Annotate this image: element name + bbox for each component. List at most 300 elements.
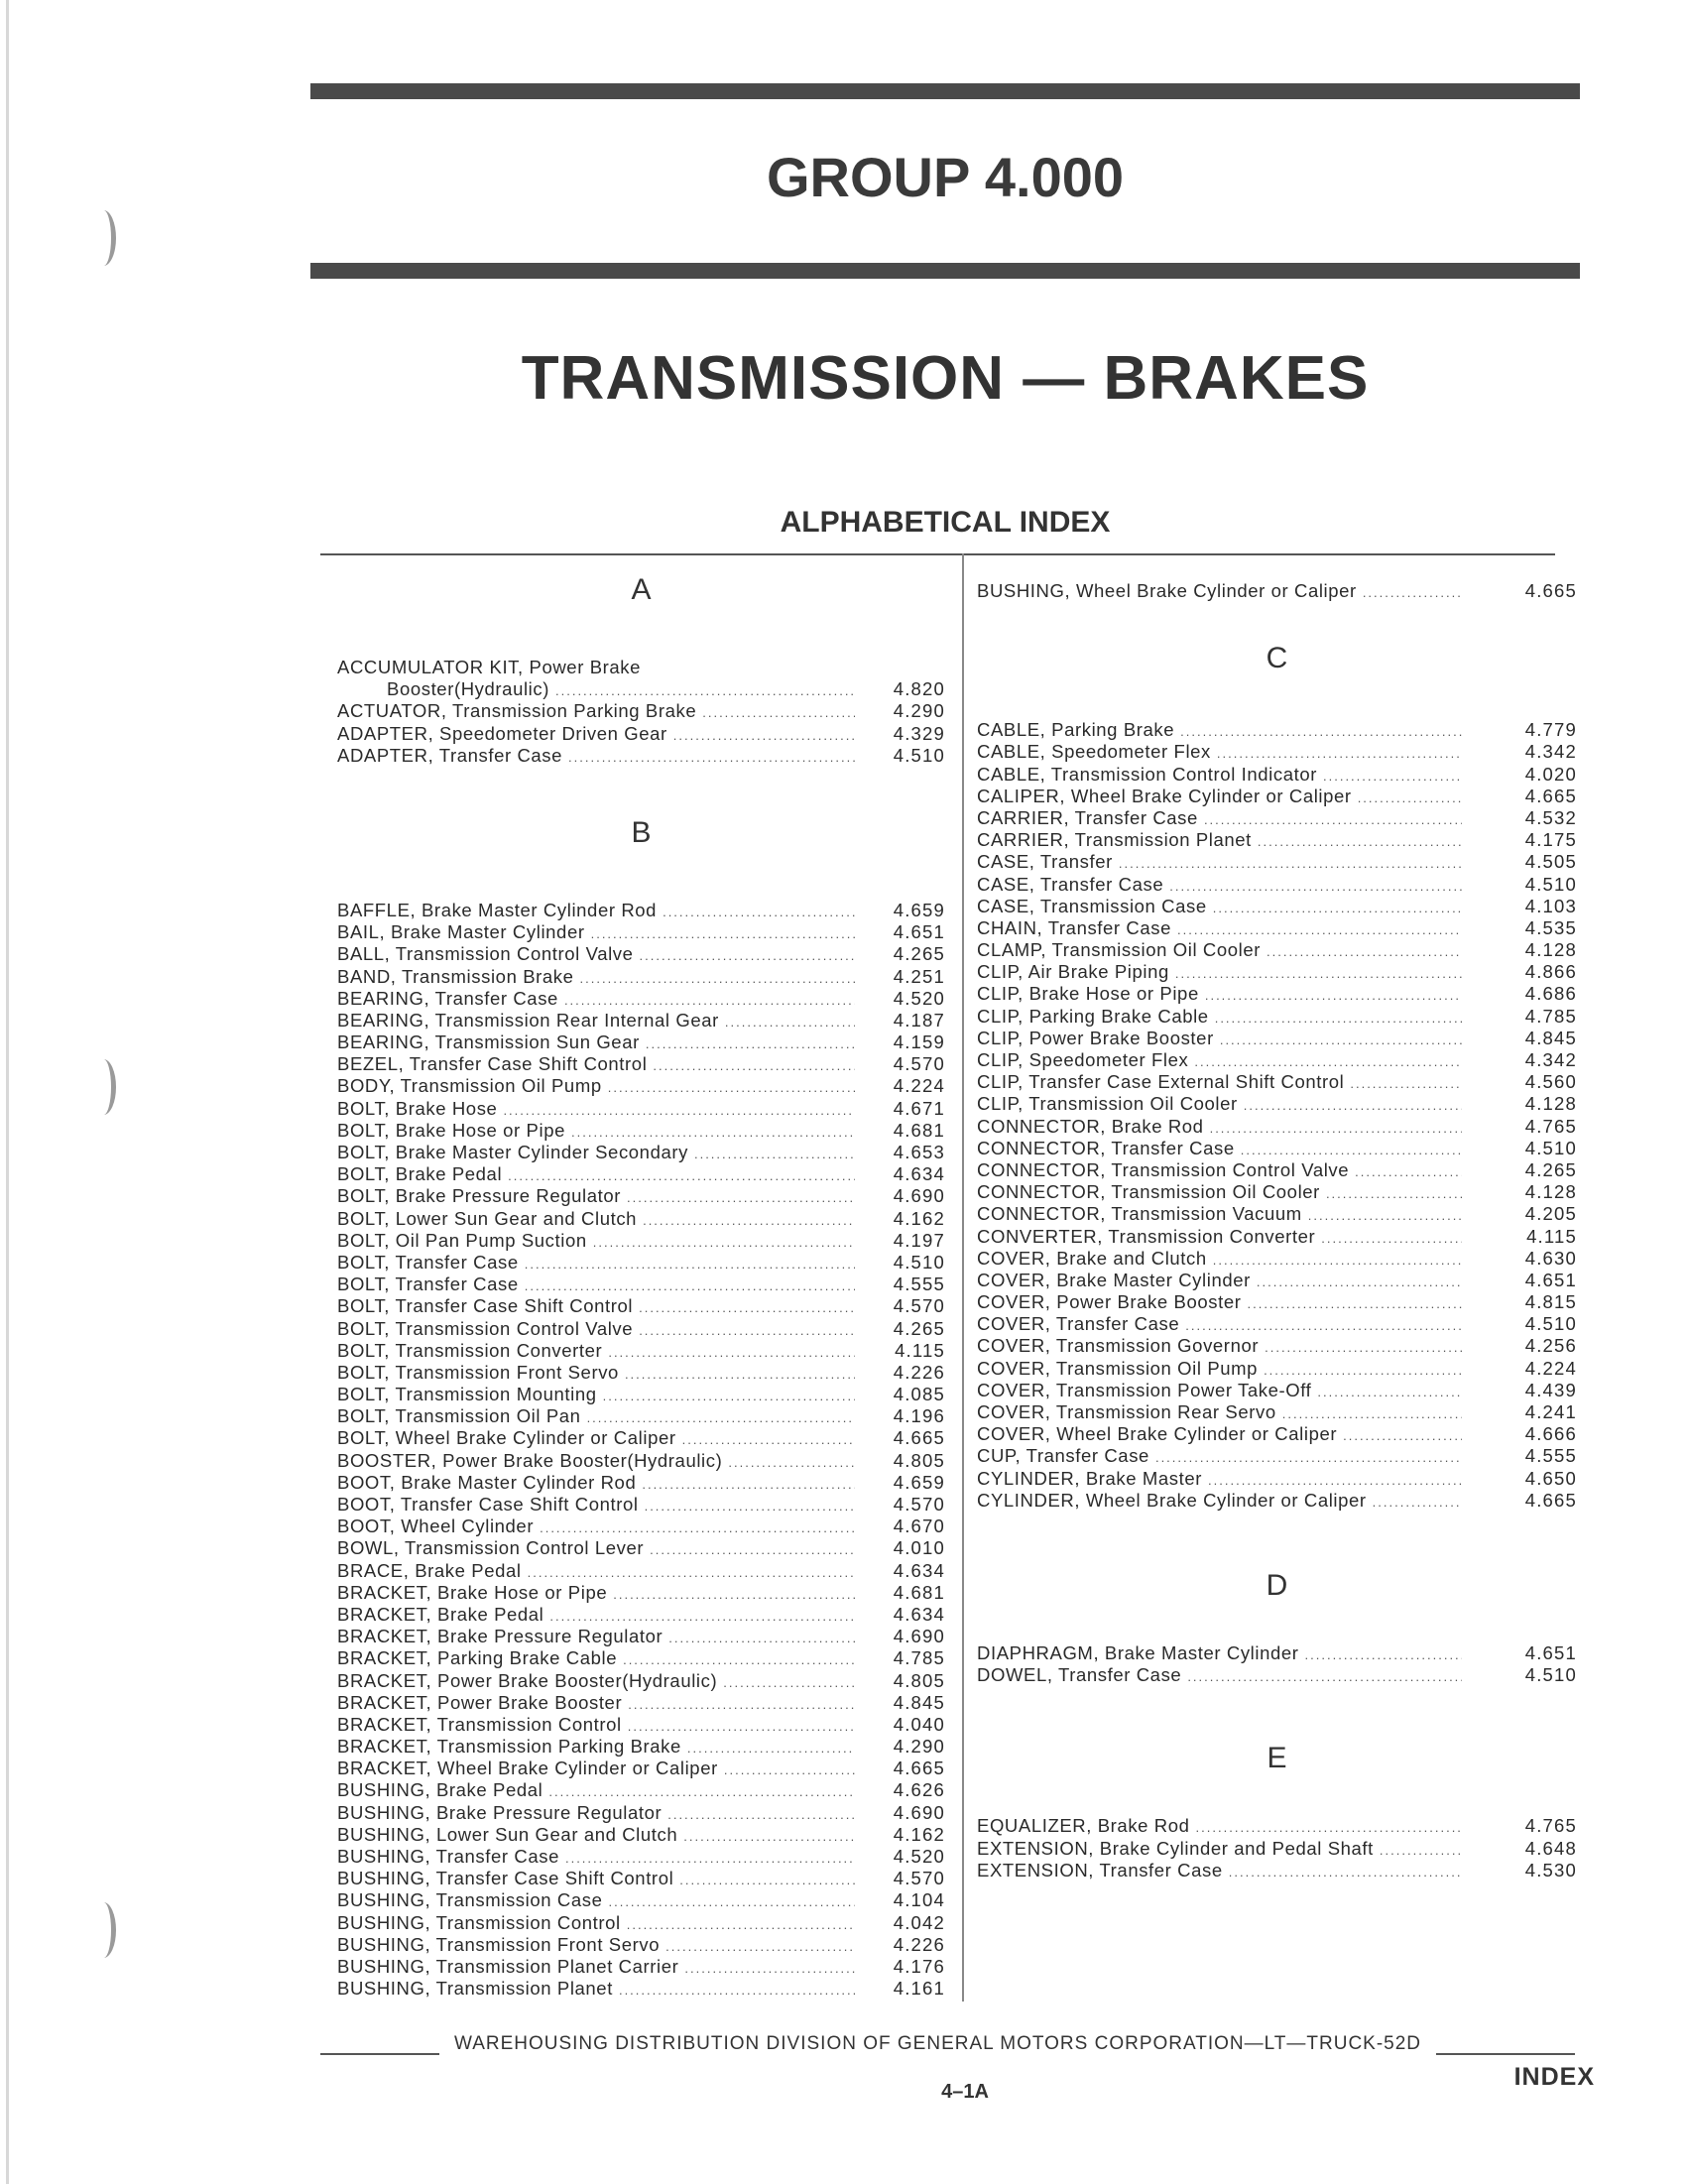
index-entry <box>337 1163 945 1185</box>
entry-name: BRACKET, Brake Pedal <box>337 1603 544 1625</box>
index-entry <box>337 1252 945 1274</box>
leader-dots <box>1264 1360 1462 1382</box>
entry-page-ref: 4.439 <box>1524 1379 1577 1400</box>
index-entry <box>337 1956 945 1978</box>
leader-dots <box>503 1100 855 1122</box>
index-entry <box>977 896 1577 917</box>
index-entry <box>977 1313 1577 1335</box>
entry-name: BUSHING, Transfer Case <box>337 1846 559 1867</box>
section-letter: E <box>1267 1742 1287 1775</box>
leader-dots <box>540 1517 855 1539</box>
index-entry <box>337 1318 945 1340</box>
leader-dots <box>1155 1447 1462 1469</box>
entry-page-ref: 4.128 <box>1524 939 1577 961</box>
leader-dots <box>508 1165 855 1187</box>
leader-dots <box>663 902 855 923</box>
entry-name-continued: Booster(Hydraulic) <box>387 678 549 700</box>
entry-page-ref: 4.659 <box>893 1471 945 1493</box>
entry-page-ref: 4.690 <box>893 1185 945 1207</box>
entry-name: CONNECTOR, Transmission Oil Cooler <box>977 1181 1320 1203</box>
index-entry <box>977 1138 1577 1159</box>
entry-name: BRACKET, Parking Brake Cable <box>337 1647 618 1669</box>
leader-dots <box>1175 963 1462 985</box>
entry-name: BOOT, Brake Master Cylinder Rod <box>337 1471 637 1493</box>
leader-dots <box>643 1210 855 1232</box>
entry-name: CLIP, Air Brake Piping <box>977 961 1169 983</box>
leader-dots <box>1217 743 1462 765</box>
page-edge <box>6 0 9 2184</box>
index-entry <box>977 1006 1577 1028</box>
entry-name: BEARING, Transmission Rear Internal Gear <box>337 1009 719 1031</box>
entry-name: COVER, Transmission Power Take-Off <box>977 1379 1312 1400</box>
index-entry <box>977 1270 1577 1291</box>
entry-page-ref: 4.530 <box>1524 1859 1577 1881</box>
entry-name: BOLT, Transmission Front Servo <box>337 1361 619 1383</box>
entry-name: CABLE, Speedometer Flex <box>977 741 1211 763</box>
index-entry <box>337 1098 945 1120</box>
index-entry <box>337 700 945 722</box>
index-entry <box>977 1815 1577 1837</box>
leader-dots <box>1241 1140 1462 1161</box>
entry-page-ref: 4.128 <box>1524 1093 1577 1115</box>
leader-dots <box>525 1254 855 1275</box>
entry-page-ref: 4.159 <box>893 1031 945 1053</box>
index-entry <box>337 1472 945 1494</box>
entry-name: BOOSTER, Power Brake Booster(Hydraulic) <box>337 1449 723 1471</box>
entry-page-ref: 4.103 <box>1524 895 1577 916</box>
entry-name: BOWL, Transmission Control Lever <box>337 1537 645 1559</box>
entry-name: BOLT, Transmission Oil Pan <box>337 1405 581 1427</box>
footer-text: WAREHOUSING DISTRIBUTION DIVISION OF GENERAL MOTORS CORPORATION—LT—TRUCK-52D <box>453 2033 1422 2054</box>
leader-dots <box>1247 1293 1462 1315</box>
leader-dots <box>608 1077 855 1099</box>
leader-dots <box>679 1870 855 1891</box>
leader-dots <box>1257 1272 1462 1293</box>
index-entry <box>977 1380 1577 1401</box>
leader-dots <box>591 923 855 945</box>
index-entry-continuation <box>337 678 945 700</box>
entry-page-ref: 4.820 <box>893 678 945 700</box>
entry-name: BUSHING, Transmission Case <box>337 1889 603 1911</box>
index-entry <box>337 988 945 1010</box>
entry-page-ref: 4.659 <box>893 899 945 920</box>
entry-page-ref: 4.653 <box>893 1142 945 1162</box>
leader-dots <box>1326 1183 1462 1205</box>
leader-dots <box>1363 582 1462 604</box>
index-entry <box>977 1203 1577 1225</box>
leader-dots <box>548 1781 855 1803</box>
entry-name: BUSHING, Lower Sun Gear and Clutch <box>337 1823 678 1845</box>
leader-dots <box>1204 809 1462 831</box>
leader-dots <box>1215 1008 1462 1030</box>
index-entry <box>977 1248 1577 1270</box>
footer-rule-right <box>1436 2053 1575 2055</box>
leader-dots <box>1355 1161 1462 1183</box>
entry-page-ref: 4.665 <box>893 1758 945 1779</box>
entry-name: CLIP, Brake Hose or Pipe <box>977 983 1199 1005</box>
entry-name: BEARING, Transfer Case <box>337 987 558 1009</box>
entry-page-ref: 4.670 <box>893 1516 945 1537</box>
entry-name: BRACKET, Transmission Control <box>337 1713 622 1735</box>
entry-page-ref: 4.671 <box>893 1097 945 1119</box>
entry-page-ref: 4.205 <box>1524 1203 1577 1225</box>
entry-name: BOLT, Brake Master Cylinder Secondary <box>337 1142 688 1162</box>
index-entry <box>337 1230 945 1252</box>
leader-dots <box>565 1848 855 1870</box>
entry-name: CASE, Transmission Case <box>977 895 1207 916</box>
index-entry <box>977 1664 1577 1686</box>
index-entry <box>977 1358 1577 1380</box>
leader-dots <box>627 1914 855 1936</box>
index-entry <box>337 1450 945 1472</box>
leader-dots <box>1321 1228 1462 1250</box>
index-entry <box>977 1838 1577 1860</box>
leader-dots <box>673 725 855 747</box>
entry-page-ref: 4.570 <box>893 1868 945 1889</box>
index-entry <box>977 1642 1577 1664</box>
leader-dots <box>683 1826 855 1848</box>
index-column-right <box>977 580 1577 1881</box>
entry-name: BOLT, Transfer Case <box>337 1251 519 1273</box>
entry-page-ref: 4.115 <box>1526 1225 1577 1247</box>
leader-dots <box>619 1980 855 2002</box>
entry-name: COVER, Power Brake Booster <box>977 1291 1242 1313</box>
entry-page-ref: 4.226 <box>893 1933 945 1955</box>
leader-dots <box>625 1364 855 1386</box>
entry-page-ref: 4.128 <box>1524 1181 1577 1203</box>
entry-page-ref: 4.785 <box>1524 1005 1577 1027</box>
index-column-left <box>337 573 945 2000</box>
entry-page-ref: 4.648 <box>1524 1837 1577 1859</box>
entry-page-ref: 4.626 <box>893 1779 945 1801</box>
entry-page-ref: 4.690 <box>893 1801 945 1823</box>
entry-name: BAFFLE, Brake Master Cylinder Rod <box>337 899 658 920</box>
index-entry <box>337 723 945 745</box>
entry-name: CLAMP, Transmission Oil Cooler <box>977 939 1261 961</box>
leader-dots <box>682 1429 855 1451</box>
entry-page-ref: 4.785 <box>893 1647 945 1669</box>
leader-dots <box>646 1033 855 1055</box>
leader-dots <box>1169 876 1462 898</box>
entry-page-ref: 4.665 <box>1524 1489 1577 1511</box>
entry-name: BUSHING, Transmission Control <box>337 1911 621 1933</box>
entry-name: BOLT, Transfer Case <box>337 1274 519 1295</box>
entry-name: BOLT, Transmission Converter <box>337 1339 603 1361</box>
leader-dots <box>1208 1470 1462 1492</box>
entry-page-ref: 4.520 <box>893 1846 945 1867</box>
entry-page-ref: 4.176 <box>893 1955 945 1977</box>
index-entry <box>337 1053 945 1075</box>
leader-dots <box>1213 1250 1462 1272</box>
footer-rule-left <box>320 2053 439 2055</box>
leader-dots <box>1194 1051 1462 1073</box>
index-entry <box>337 1185 945 1207</box>
index-entry <box>337 1802 945 1824</box>
leader-dots <box>608 1342 855 1364</box>
entry-page-ref: 4.187 <box>893 1009 945 1031</box>
index-entry <box>337 900 945 921</box>
entry-page-ref: 4.666 <box>1524 1423 1577 1445</box>
index-entry <box>337 1120 945 1142</box>
index-entry <box>977 1335 1577 1357</box>
entry-name: CONNECTOR, Transmission Control Valve <box>977 1158 1350 1180</box>
entry-name: COVER, Transmission Governor <box>977 1335 1260 1357</box>
entry-name: BUSHING, Transfer Case Shift Control <box>337 1868 674 1889</box>
leader-dots <box>1343 1425 1462 1447</box>
leader-dots <box>668 1628 855 1649</box>
leader-dots <box>639 1297 855 1319</box>
index-entry <box>337 1779 945 1801</box>
leader-dots <box>608 1891 855 1913</box>
index-entry <box>977 786 1577 807</box>
index-entry <box>977 851 1577 873</box>
index-entry <box>337 1692 945 1714</box>
entry-name: COVER, Transmission Rear Servo <box>977 1401 1276 1422</box>
leader-dots <box>571 1122 855 1144</box>
leader-dots <box>725 1012 855 1033</box>
entry-page-ref: 4.241 <box>1524 1401 1577 1422</box>
index-entry <box>337 1604 945 1626</box>
section-letter: B <box>631 815 652 849</box>
entry-name: CALIPER, Wheel Brake Cylinder or Caliper <box>977 785 1352 806</box>
index-entry <box>337 657 945 678</box>
entry-name: ACTUATOR, Transmission Parking Brake <box>337 700 697 722</box>
index-entry <box>337 1274 945 1295</box>
entry-page-ref: 4.779 <box>1524 719 1577 741</box>
entry-name: BOLT, Brake Hose <box>337 1097 498 1119</box>
entry-page-ref: 4.256 <box>1524 1335 1577 1357</box>
entry-name: ADAPTER, Transfer Case <box>337 744 563 766</box>
entry-name: CUP, Transfer Case <box>977 1445 1149 1467</box>
leader-dots <box>613 1584 855 1606</box>
entry-page-ref: 4.042 <box>893 1911 945 1933</box>
entry-page-ref: 4.665 <box>1524 785 1577 806</box>
leader-dots <box>1213 898 1462 919</box>
leader-dots <box>1196 1817 1462 1839</box>
entry-page-ref: 4.845 <box>1524 1027 1577 1048</box>
entry-name: BOLT, Wheel Brake Cylinder or Caliper <box>337 1427 676 1449</box>
entry-page-ref: 4.560 <box>1524 1071 1577 1093</box>
index-entry <box>977 1401 1577 1423</box>
entry-page-ref: 4.765 <box>1524 1115 1577 1137</box>
index-entry <box>337 1647 945 1669</box>
entry-name: BUSHING, Brake Pedal <box>337 1779 543 1801</box>
entry-page-ref: 4.265 <box>1524 1158 1577 1180</box>
leader-dots <box>580 968 855 990</box>
entry-page-ref: 4.634 <box>893 1603 945 1625</box>
entry-page-ref: 4.265 <box>893 943 945 965</box>
index-entry <box>977 961 1577 983</box>
entry-page-ref: 4.251 <box>893 965 945 987</box>
entry-page-ref: 4.505 <box>1524 851 1577 873</box>
entry-name: CYLINDER, Brake Master <box>977 1467 1203 1489</box>
index-entry <box>337 1384 945 1405</box>
entry-name: BAND, Transmission Brake <box>337 965 574 987</box>
index-entry <box>337 943 945 965</box>
entry-name: BALL, Transmission Control Valve <box>337 943 634 965</box>
leader-dots <box>628 1694 855 1716</box>
entry-page-ref: 4.162 <box>893 1207 945 1229</box>
entry-page-ref: 4.510 <box>893 1251 945 1273</box>
leader-dots <box>1323 766 1462 788</box>
entry-page-ref: 4.040 <box>893 1713 945 1735</box>
entry-name: BOLT, Brake Pedal <box>337 1163 503 1185</box>
entry-name: ACCUMULATOR KIT, Power Brake <box>337 657 642 677</box>
entry-name: BRACKET, Transmission Parking Brake <box>337 1736 681 1758</box>
entry-name: DOWEL, Transfer Case <box>977 1664 1182 1686</box>
entry-name: BRACKET, Brake Hose or Pipe <box>337 1581 608 1603</box>
leader-dots <box>549 1606 855 1628</box>
entry-page-ref: 4.175 <box>1524 829 1577 851</box>
index-entry <box>337 1295 945 1317</box>
entry-page-ref: 4.342 <box>1524 1049 1577 1070</box>
leader-dots <box>1358 788 1462 809</box>
entry-name: CLIP, Transfer Case External Shift Control <box>977 1071 1345 1093</box>
entry-page-ref: 4.535 <box>1524 916 1577 938</box>
entry-page-ref: 4.197 <box>893 1229 945 1251</box>
index-rule <box>320 553 1555 555</box>
entry-page-ref: 4.805 <box>893 1449 945 1471</box>
entry-page-ref: 4.650 <box>1524 1467 1577 1489</box>
entry-name: CASE, Transfer Case <box>977 873 1164 895</box>
section-letter: D <box>1266 1568 1288 1602</box>
leader-dots <box>1180 721 1462 743</box>
binder-hole-mark <box>91 1059 116 1115</box>
leader-dots <box>525 1275 855 1297</box>
leader-dots <box>1380 1840 1462 1862</box>
index-entry <box>977 1423 1577 1445</box>
column-divider <box>962 553 964 2002</box>
entry-page-ref: 4.555 <box>1524 1445 1577 1467</box>
leader-dots <box>1317 1382 1462 1403</box>
entry-name: BUSHING, Transmission Front Servo <box>337 1933 661 1955</box>
entry-name: CABLE, Parking Brake <box>977 719 1175 741</box>
entry-name: EXTENSION, Brake Cylinder and Pedal Shaft <box>977 1837 1374 1859</box>
leader-dots <box>627 1187 855 1209</box>
entry-name: BOLT, Transmission Mounting <box>337 1384 597 1405</box>
entry-page-ref: 4.681 <box>893 1119 945 1141</box>
entry-page-ref: 4.290 <box>893 700 945 722</box>
entry-page-ref: 4.651 <box>1524 1269 1577 1290</box>
entry-name: BAIL, Brake Master Cylinder <box>337 921 585 943</box>
index-entry <box>977 719 1577 741</box>
header-rule-top <box>310 83 1580 99</box>
leader-dots <box>603 1386 855 1407</box>
index-entry <box>337 1516 945 1537</box>
section-letter: C <box>1266 642 1288 675</box>
leader-dots <box>564 990 855 1012</box>
leader-dots <box>593 1232 855 1254</box>
entry-page-ref: 4.290 <box>893 1736 945 1758</box>
entry-name: BEZEL, Transfer Case Shift Control <box>337 1053 648 1075</box>
entry-name: COVER, Brake Master Cylinder <box>977 1269 1251 1290</box>
leader-dots <box>1205 985 1462 1007</box>
binder-hole-mark <box>91 1902 116 1958</box>
group-title: GROUP 4.000 <box>766 146 1125 208</box>
entry-page-ref: 4.265 <box>893 1317 945 1339</box>
index-entry <box>337 1208 945 1230</box>
leader-dots <box>568 747 855 769</box>
entry-name: CHAIN, Transfer Case <box>977 916 1172 938</box>
index-entry <box>337 745 945 767</box>
index-entry <box>977 580 1577 602</box>
leader-dots <box>1187 1666 1462 1688</box>
entry-name: COVER, Brake and Clutch <box>977 1247 1207 1269</box>
leader-dots <box>723 1672 855 1694</box>
main-title: TRANSMISSION — BRAKES <box>521 344 1370 413</box>
index-entry <box>977 829 1577 851</box>
index-entry <box>977 1860 1577 1881</box>
entry-name: DIAPHRAGM, Brake Master Cylinder <box>977 1641 1299 1663</box>
index-entry <box>337 1912 945 1934</box>
index-entry <box>337 1142 945 1163</box>
leader-dots <box>1282 1403 1462 1425</box>
entry-name: CABLE, Transmission Control Indicator <box>977 763 1317 785</box>
entry-name: CASE, Transfer <box>977 851 1113 873</box>
entry-name: BRACKET, Power Brake Booster(Hydraulic) <box>337 1669 718 1691</box>
entry-name: CARRIER, Transfer Case <box>977 806 1198 828</box>
leader-dots <box>724 1759 855 1781</box>
page-number: 4–1A <box>941 2081 989 2103</box>
index-entry <box>337 1560 945 1582</box>
entry-name: COVER, Transfer Case <box>977 1313 1180 1335</box>
entry-name: CONNECTOR, Transmission Vacuum <box>977 1203 1302 1225</box>
entry-name: ADAPTER, Speedometer Driven Gear <box>337 722 667 744</box>
index-entry <box>337 1670 945 1692</box>
index-entry <box>337 1031 945 1053</box>
entry-list <box>337 900 945 2000</box>
leader-dots <box>1258 831 1462 853</box>
index-entry <box>337 1075 945 1097</box>
index-entry <box>337 1494 945 1516</box>
index-entry <box>977 1468 1577 1490</box>
leader-dots <box>687 1738 855 1759</box>
index-entry <box>977 1028 1577 1049</box>
entry-page-ref: 4.162 <box>893 1823 945 1845</box>
index-entry <box>337 1824 945 1846</box>
leader-dots <box>642 1474 855 1496</box>
index-entry <box>337 1427 945 1449</box>
entry-page-ref: 4.815 <box>1524 1291 1577 1313</box>
index-entry <box>337 1714 945 1736</box>
index-entry <box>977 1490 1577 1512</box>
leader-dots <box>1267 941 1462 963</box>
leader-dots <box>667 1804 855 1826</box>
entry-name: BUSHING, Wheel Brake Cylinder or Caliper <box>977 580 1357 601</box>
entry-page-ref: 4.085 <box>893 1384 945 1405</box>
entry-page-ref: 4.570 <box>893 1053 945 1075</box>
leader-dots <box>1308 1205 1462 1227</box>
entry-name: BOLT, Brake Hose or Pipe <box>337 1119 565 1141</box>
entry-name: CYLINDER, Wheel Brake Cylinder or Caliper <box>977 1489 1367 1511</box>
entry-name: BUSHING, Transmission Planet <box>337 1978 613 2000</box>
leader-dots <box>1244 1095 1462 1117</box>
entry-name: BRACKET, Wheel Brake Cylinder or Caliper <box>337 1758 718 1779</box>
entry-page-ref: 4.845 <box>893 1691 945 1713</box>
leader-dots <box>694 1144 855 1165</box>
index-entry <box>337 1934 945 1956</box>
entry-list <box>977 1642 1577 1686</box>
leader-dots <box>1229 1862 1462 1883</box>
entry-name: CLIP, Transmission Oil Cooler <box>977 1093 1238 1115</box>
entry-page-ref: 4.686 <box>1524 983 1577 1005</box>
leader-dots <box>587 1407 855 1429</box>
entry-page-ref: 4.226 <box>893 1361 945 1383</box>
leader-dots <box>1185 1315 1462 1337</box>
header-rule-bottom <box>310 263 1580 279</box>
entry-name: BOOT, Wheel Cylinder <box>337 1516 535 1537</box>
binder-hole-mark <box>91 210 116 266</box>
